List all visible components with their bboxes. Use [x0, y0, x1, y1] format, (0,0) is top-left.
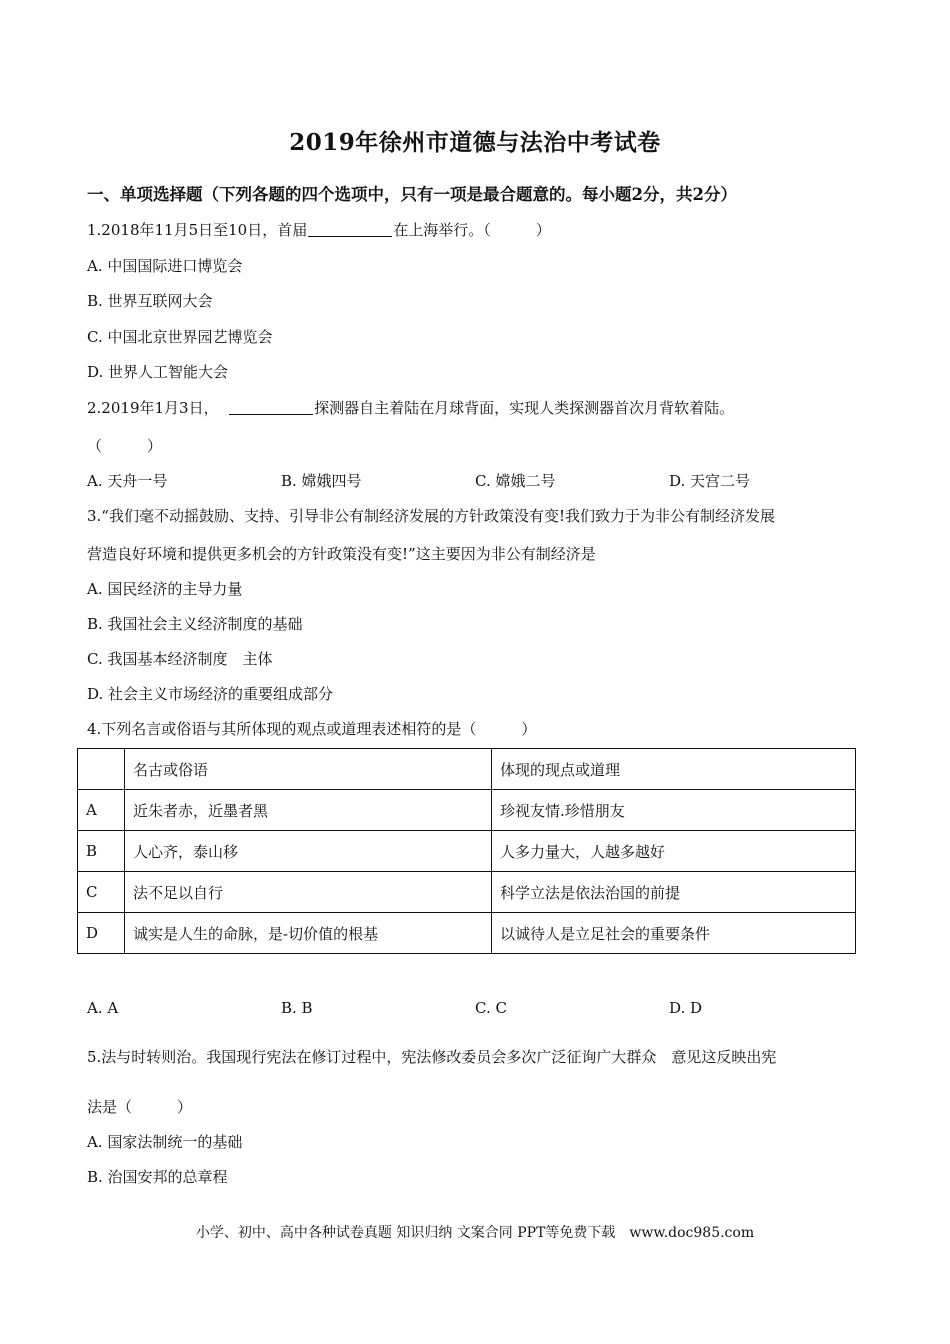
table-cell: 人多力量大，人越多越好: [492, 831, 856, 872]
table-header-cell: 体现的现点或道理: [492, 749, 856, 790]
question-5-option-b: B. 治国安邦的总章程: [87, 1168, 228, 1186]
answer-blank: [229, 400, 313, 415]
question-3-option-d: D. 社会主义市场经济的重要组成部分: [87, 685, 334, 703]
question-3-stem-line1: 3.“我们毫不动摇鼓励、支持、引导非公有制经济发展的方针政策没有变!我们致力于为非公有制经济发展: [87, 507, 776, 525]
question-1-option-b: B. 世界互联网大会: [87, 292, 213, 310]
question-4-table: [77, 748, 856, 954]
question-1-option-d: D. 世界人工智能大会: [87, 363, 229, 381]
question-5-stem-line1: 5.法与时转则治。我国现行宪法在修订过程中，宪法修改委员会多次广泛征询广大群众 意见这反映出宪: [87, 1048, 777, 1066]
table-cell: 科学立法是依法治国的前提: [492, 872, 856, 913]
question-2-option-a: A. 天舟一号: [87, 472, 168, 490]
table-cell: 珍视友情.珍惜朋友: [492, 790, 856, 831]
table-row: [78, 913, 856, 954]
table-cell: 以诚待人是立足社会的重要条件: [492, 913, 856, 954]
question-4-stem: 4.下列名言或俗语与其所体现的观点或道理表述相符的是（ ）: [87, 720, 537, 738]
question-1-stem-after: 在上海举行。（ ）: [393, 221, 551, 239]
question-4-option-d: D. D: [669, 999, 703, 1017]
table-cell: A: [78, 790, 125, 831]
question-4-option-c: C. C: [475, 999, 507, 1017]
answer-blank: [308, 222, 392, 237]
question-3-option-c: C. 我国基本经济制度 主体: [87, 650, 273, 668]
table-cell: D: [78, 913, 125, 954]
table-cell: 法不足以自行: [125, 872, 492, 913]
question-4-option-b: B. B: [281, 999, 313, 1017]
question-2-stem-line2: （ ）: [87, 437, 163, 455]
question-2-option-c: C. 嫦娥二号: [475, 472, 556, 490]
question-2-stem: [87, 397, 734, 418]
question-2-stem-after: 探测器自主着陆在月球背面，实现人类探测器首次月背软着陆。: [314, 399, 735, 417]
question-2-stem-before: 2.2019年1月3日，: [87, 399, 219, 417]
page-title: 2019年徐州市道德与法治中考试卷: [289, 129, 661, 156]
question-1-option-a: A. 中国国际进口博览会: [87, 257, 243, 275]
question-3-option-a: A. 国民经济的主导力量: [87, 580, 243, 598]
question-1-stem: [87, 219, 551, 240]
table-cell: 近朱者赤，近墨者黑: [125, 790, 492, 831]
table-row: [78, 872, 856, 913]
table-header-row: [78, 749, 856, 790]
section-heading: 一、单项选择题（下列各题的四个选项中，只有一项是最合题意的。每小题2分，共2分）: [87, 185, 737, 204]
question-2-option-d: D. 天宫二号: [669, 472, 751, 490]
question-1-option-c: C. 中国北京世界园艺博览会: [87, 328, 273, 346]
question-5-option-a: A. 国家法制统一的基础: [87, 1133, 243, 1151]
table-header-cell: [78, 749, 125, 790]
table-cell: 诚实是人生的命脉，是-切价值的根基: [125, 913, 492, 954]
question-1-stem-before: 1.2018年11月5日至10日，首届: [87, 221, 308, 239]
page-footer: 小学、初中、高中各种试卷真题 知识归纳 文案合同 PPT等免费下载 www.doc985.com: [195, 1225, 755, 1241]
table-row: [78, 831, 856, 872]
table-cell: B: [78, 831, 125, 872]
table-cell: 人心齐，泰山移: [125, 831, 492, 872]
question-4-option-a: A. A: [87, 999, 119, 1017]
question-3-option-b: B. 我国社会主义经济制度的基础: [87, 615, 303, 633]
question-3-stem-line2: 营造良好环境和提供更多机会的方针政策没有变!”这主要因为非公有制经济是: [87, 545, 596, 563]
table-row: [78, 790, 856, 831]
question-5-stem-line2: 法是（ ）: [87, 1098, 193, 1116]
question-2-option-b: B. 嫦娥四号: [281, 472, 362, 490]
table-cell: C: [78, 872, 125, 913]
table-header-cell: 名古或俗语: [125, 749, 492, 790]
